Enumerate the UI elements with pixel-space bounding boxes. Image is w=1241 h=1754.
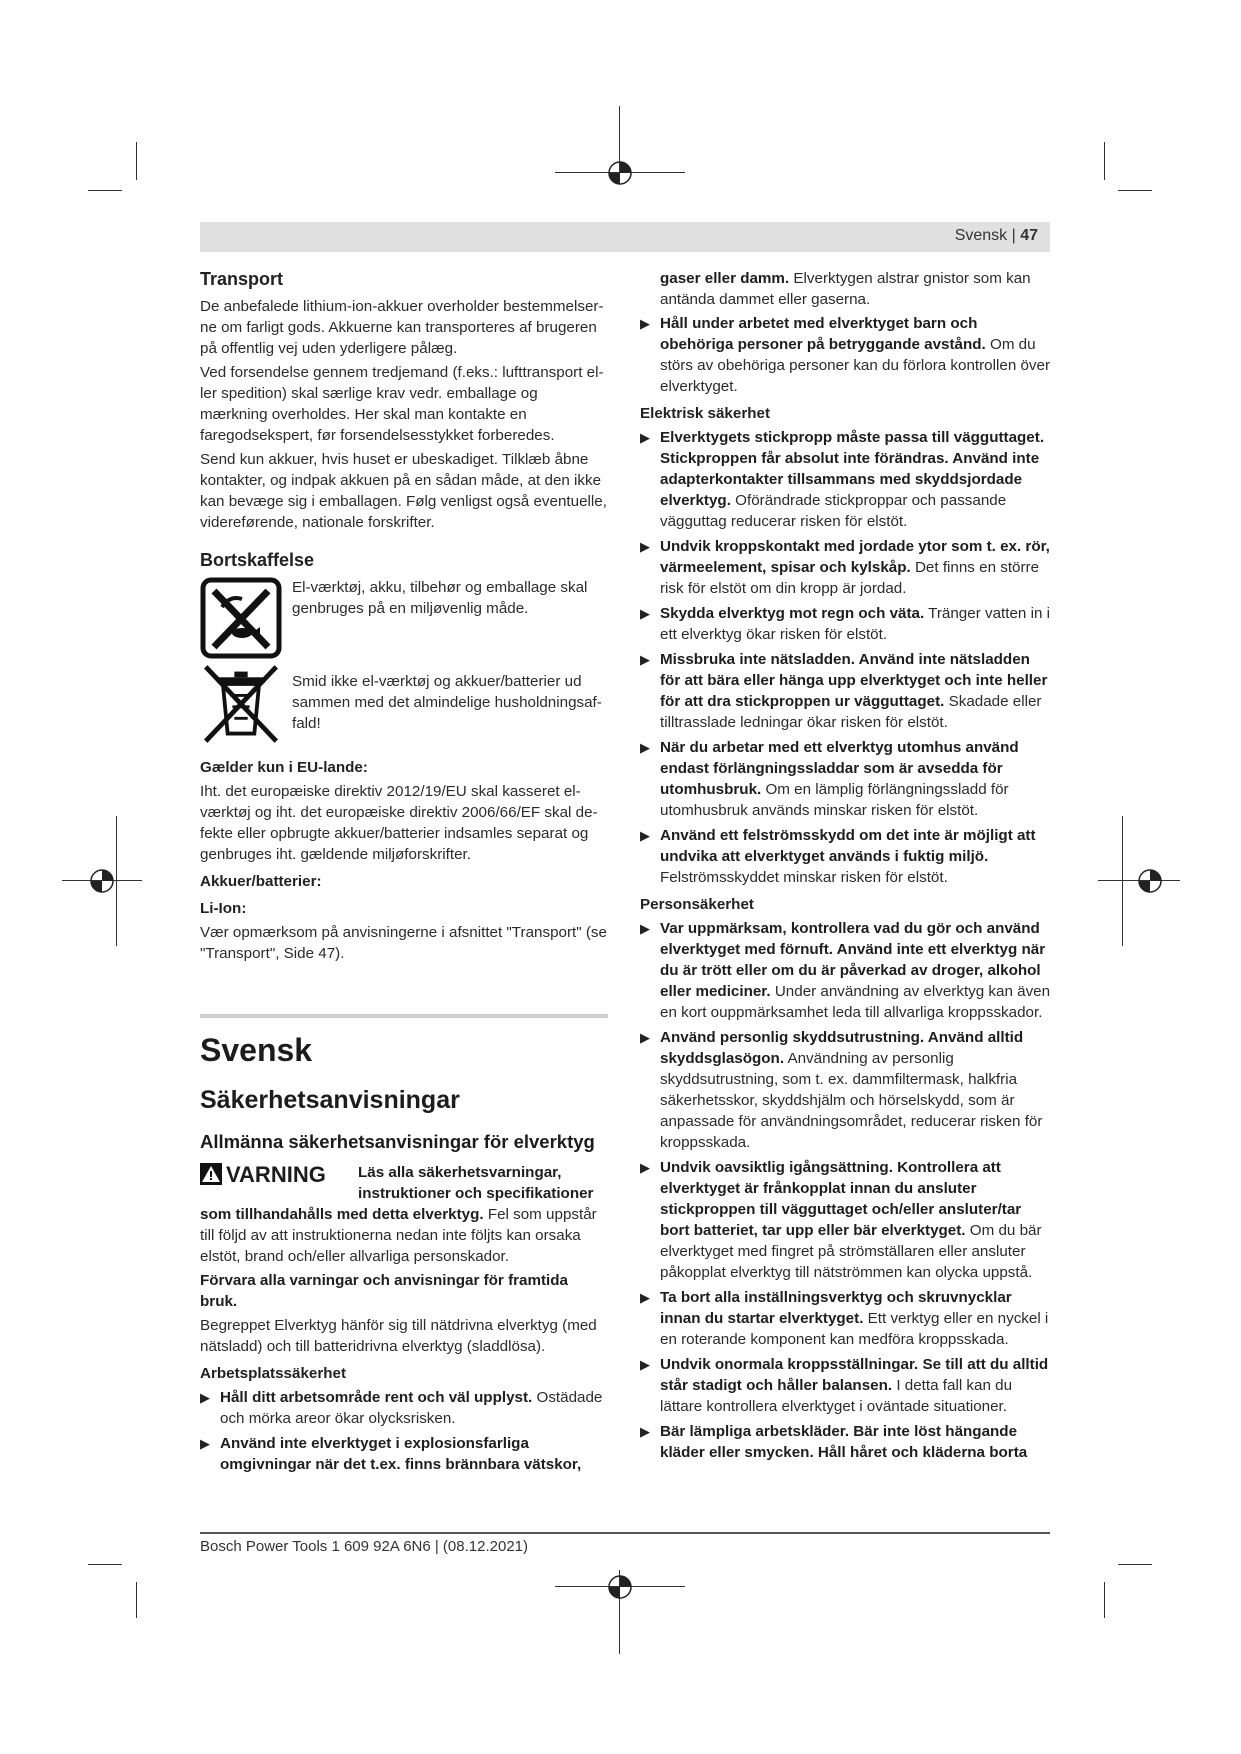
disposal-recycle-text: El-værktøj, akku, tilbehør og emballage skal genbruges på en miljøvenlig måde.: [292, 579, 588, 617]
left-column: [200, 268, 608, 1479]
crop-mark-top-left-h: [88, 190, 122, 191]
disposal-recycle-row: [200, 577, 608, 659]
warning-bold-2: som tillhandahålls med detta elverktyg.: [200, 1206, 484, 1223]
registration-mark-left: [62, 816, 142, 946]
header-page-label: Svensk | 47: [954, 227, 1038, 244]
electrical-heading: Elektrisk säkerhet: [640, 405, 771, 422]
page-number: 47: [1020, 227, 1038, 244]
bullet-arrow-icon: ▶: [640, 828, 650, 843]
electrical-bullet-5: ▶ När du arbetar med ett elverktyg utomhus använd endast förlängningssladdar som är avsedda för utomhusbruk. Om en lämplig förlängningssladd för utomhusbruk används minskar risken för elstöt.: [640, 739, 1019, 819]
electrical-bullet-1: ▶ Elverktygets stickpropp måste passa till vägguttaget. Stickproppen får absolut inte förändras. Använd inte adapterkontakter tillsammans med skyddsjordade elverktyg. Oförändrade stickproppar och passande vägguttag reducerar risken för elstöt.: [640, 429, 1045, 530]
general-safety-title: Allmänna säkerhetsanvisningar för elverktyg: [200, 1131, 595, 1152]
transport-paragraph-2: Ved forsendelse gennem tredjemand (f.eks.: lufttransport eller spedition) skal særlige krav vedr. emballage og mærkning overholdes. Her skal man kontakte en faregodsekspert, før forsendelsesstykket forberedes.: [200, 364, 604, 444]
liion-heading: Li-Ion:: [200, 900, 247, 917]
safety-title: Säkerhetsanvisningar: [200, 1086, 460, 1114]
personal-bullet-3: ▶ Undvik oavsiktlig igångsättning. Kontrollera att elverktyget är frånkopplat innan du ansluter stickproppen till vägguttaget och/eller ansluter/tar bort batteriet, tar upp eller bär elverktyget. Om du bär elverktyget med fingret på strömställaren eller ansluter påkopplat elverktyg till nätströmmen kan olycka uppstå.: [640, 1159, 1042, 1281]
warning-rest: Fel som uppstår till följd av att instruktionerna nedan inte följts kan orsaka elstöt, brand och/eller allvarliga personskador.: [200, 1206, 597, 1265]
bullet-arrow-icon: ▶: [640, 539, 650, 554]
workplace-bullet-1: ▶ Håll ditt arbetsområde rent och väl upplyst. Ostädade och mörka areor ökar olycksrisken.: [200, 1389, 603, 1427]
personal-bullet-1: ▶ Var uppmärksam, kontrollera vad du gör och använd elverktyget med förnuft. Använd inte ett elverktyg när du är trött eller om du är påverkad av droger, alkohol eller mediciner. Under användning av elverktyg kan även en kort ouppmärksamhet leda till allvarliga kroppsskador.: [640, 920, 1051, 1021]
personal-bullet-2: ▶ Använd personlig skyddsutrustning. Använd alltid skyddsglasögon. Användning av personlig skyddsutrustning, som t. ex. dammfiltermask, halkfria säkerhetsskor, skyddshjälm och hörselskydd, som är anpassade för användningsområdet, reducerar risken för kroppsskada.: [640, 1029, 1043, 1151]
header-language: Svensk: [954, 227, 1008, 244]
bullet-arrow-icon: ▶: [640, 1290, 650, 1305]
transport-paragraph-1: De anbefalede lithium-ion-akkuer overholder bestemmelserne om farligt gods. Akkuerne kan transporteres af brugeren på offentlig vej uden yderligere pålæg.: [200, 298, 604, 357]
bullet-arrow-icon: ▶: [640, 1357, 650, 1372]
svensk-title: Svensk: [200, 1032, 313, 1068]
bullet-arrow-icon: ▶: [200, 1390, 210, 1405]
bullet-arrow-icon: ▶: [640, 606, 650, 621]
footer-text: Bosch Power Tools 1 609 92A 6N6 | (08.12.2021): [200, 1538, 529, 1555]
crop-mark-top-left-v: [136, 142, 137, 180]
recycling-symbol-icon: [200, 577, 282, 659]
eu-heading: Gælder kun i EU-lande:: [200, 759, 368, 776]
workplace-bullet-2: ▶ Använd inte elverktyget i explosionsfarliga omgivningar när det t.ex. finns brännbara vätskor,: [200, 1435, 582, 1473]
disposal-heading: Bortskaffelse: [200, 550, 315, 570]
personal-bullet-4: ▶ Ta bort alla inställningsverktyg och skruvnycklar innan du startar elverktyget. Ett verktyg eller en nyckel i en roterande komponent kan medföra kroppsskada.: [640, 1289, 1049, 1348]
warning-paragraph: [200, 1204, 608, 1267]
bullet-arrow-icon: ▶: [640, 316, 650, 331]
electrical-bullet-6: ▶ Använd ett felströmsskydd om det inte är möjligt att undvika att elverktyget används i fuktig miljö. Felströmsskyddet minskar risken för elstöt.: [640, 827, 1036, 886]
registration-mark-right: [1098, 816, 1180, 946]
keep-instructions: Förvara alla varningar och anvisningar för framtida bruk.: [200, 1272, 568, 1310]
transport-paragraph-3: Send kun akkuer, hvis huset er ubeskadiget. Tilklæb åbne kontakter, og indpak akkuen på en sådan måde, at den ikke kan bevæge sig i emballagen. Følg venligst også eventuelle, videreførende, nationale forskrifter.: [200, 451, 607, 531]
warning-sign: [200, 1162, 358, 1186]
workplace-heading: Arbetsplatssäkerhet: [200, 1365, 347, 1382]
crop-mark-bottom-left-v: [136, 1582, 137, 1618]
bullet-arrow-icon: ▶: [640, 652, 650, 667]
bullet-arrow-icon: ▶: [640, 430, 650, 445]
electrical-bullet-2: ▶ Undvik kroppskontakt med jordade ytor som t. ex. rör, värmeelement, spisar och kylskåp. Det finns en större risk för elstöt om din kropp är jordad.: [640, 538, 1050, 597]
workplace-bullet-2-continued: gaser eller damm. Elverktygen alstrar gnistor som kan antända dammet eller gaserna.: [660, 270, 1031, 308]
personal-bullet-5: ▶ Undvik onormala kroppsställningar. Se till att du alltid står stadigt och håller balansen. I detta fall kan du lättare kontrollera elverktyget i oväntade situationer.: [640, 1356, 1049, 1415]
bullet-arrow-icon: ▶: [640, 1030, 650, 1045]
transport-heading: Transport: [200, 269, 284, 289]
warning-bold-1: Läs alla säkerhetsvarningar, instruktioner och specifikationer: [358, 1164, 594, 1202]
crop-mark-bottom-right-h: [1118, 1564, 1152, 1565]
warning-label: VARNING: [226, 1161, 326, 1187]
eu-paragraph: Iht. det europæiske direktiv 2012/19/EU skal kasseret el-værktøj og iht. det europæiske direktiv 2006/66/EF skal defekte eller opbrugte akkuer/batterier indsamles separat og genbruges iht. gældende miljøforskrifter.: [200, 783, 598, 863]
electrical-bullet-3: ▶ Skydda elverktyg mot regn och väta. Tränger vatten in i ett elverktyg ökar risken för elstöt.: [640, 605, 1050, 643]
bullet-arrow-icon: ▶: [640, 1424, 650, 1439]
term-definition: Begreppet Elverktyg hänför sig till nätdrivna elverktyg (med nätsladd) och till batteridrivna elverktyg (sladdlösa).: [200, 1317, 597, 1355]
right-column: [640, 268, 1052, 1467]
workplace-bullet-3: ▶ Håll under arbetet med elverktyget barn och obehöriga personer på betryggande avstånd. Om du störs av obehöriga personer kan du förlora kontrollen över elverktyget.: [640, 315, 1051, 395]
crop-mark-top-right-h: [1118, 190, 1152, 191]
electrical-bullet-4: ▶ Missbruka inte nätsladden. Använd inte nätsladden för att bära eller hänga upp elverktyget och inte heller för att dra stickproppen ur vägguttaget. Skadade eller tilltrasslade ledningar ökar risken för elstöt.: [640, 651, 1048, 731]
crop-mark-top-right-v: [1104, 142, 1105, 180]
crop-mark-bottom-left-h: [88, 1564, 122, 1565]
registration-mark-bottom: [555, 1570, 685, 1660]
footer-rule: [200, 1532, 1050, 1534]
warning-triangle-icon: [200, 1163, 222, 1185]
personal-heading: Personsäkerhet: [640, 896, 754, 913]
bullet-arrow-icon: ▶: [640, 1160, 650, 1175]
bullet-arrow-icon: ▶: [200, 1436, 210, 1451]
warning-block: [200, 1162, 608, 1204]
section-divider: [200, 1014, 608, 1018]
registration-mark-top: [555, 106, 685, 196]
personal-bullet-6: ▶ Bär lämpliga arbetskläder. Bär inte löst hängande kläder eller smycken. Håll håret och kläderna borta: [640, 1423, 1028, 1461]
disposal-bin-row: [200, 663, 608, 745]
batteries-heading: Akkuer/batterier:: [200, 873, 322, 890]
bullet-arrow-icon: ▶: [640, 921, 650, 936]
crop-mark-bottom-right-v: [1104, 1582, 1105, 1618]
bullet-arrow-icon: ▶: [640, 740, 650, 755]
disposal-bin-text: Smid ikke el-værktøj og akkuer/batterier ud sammen med det almindelige husholdningsaffald!: [292, 673, 602, 732]
crossed-bin-icon: [200, 663, 282, 745]
liion-paragraph: Vær opmærksom på anvisningerne i afsnittet "Transport" (se "Transport", Side 47).: [200, 924, 607, 962]
page-header: [200, 222, 1050, 252]
